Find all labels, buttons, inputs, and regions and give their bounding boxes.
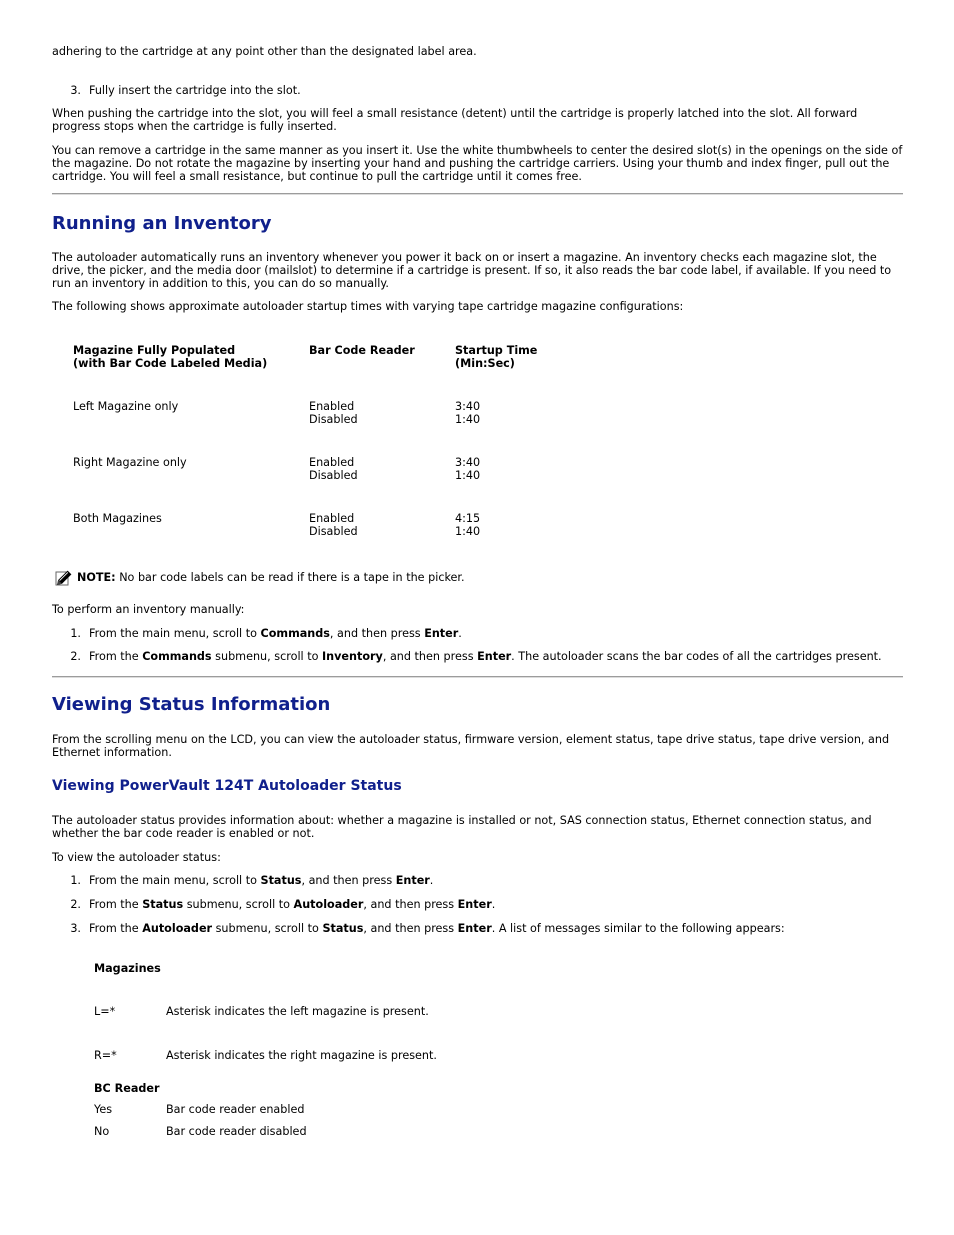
cell-configuration: Left Magazine only (73, 400, 179, 413)
paragraph: The following shows approximate autoloader startup times with varying tape cartridge magazine configurations: (52, 300, 684, 313)
cell-value: Enabled (309, 456, 355, 469)
menu-name: Commands (142, 650, 212, 663)
text-run: From the main menu, scroll to (89, 627, 261, 640)
text-run: , and then press (382, 650, 478, 663)
text-run: , and then press (329, 627, 425, 640)
status-description: Asterisk indicates the left magazine is present. (166, 1005, 429, 1018)
list-number: 1. (70, 874, 81, 887)
section-heading: Viewing Status Information (52, 693, 331, 715)
table-row (73, 456, 615, 512)
cell-value: 3:40 (455, 456, 481, 469)
menu-name: Status (322, 922, 364, 935)
continued-text: adhering to the cartridge at any point other than the designated label area. (52, 45, 477, 58)
list-item (52, 627, 903, 640)
list-item-text (89, 922, 903, 935)
text-run: . (458, 627, 462, 640)
paragraph: From the scrolling menu on the LCD, you can view the autoloader status, firmware version, element status, tape drive status, tape drive version, and Ethernet information. (52, 733, 890, 759)
menu-name: Commands (260, 627, 330, 640)
paragraph: The autoloader status provides information about: whether a magazine is installed or not, SAS connection status, Ethernet connection status, and whether the bar code reader is enabled or not. (52, 814, 872, 840)
list-item-text (89, 627, 903, 640)
cell-configuration: Right Magazine only (73, 456, 187, 469)
note-text: No bar code labels can be read if there is a tape in the picker. (119, 571, 465, 584)
table-row (73, 512, 615, 538)
note-callout (52, 571, 903, 584)
text-run: , and then press (363, 922, 458, 935)
text-run: From the (89, 898, 143, 911)
list-item (52, 874, 903, 887)
step-detail: When pushing the cartridge into the slot, you will feel a small resistance (detent) until the cartridge is properly latched into the slot. All forward progress stops when the cartridge is fully inserted. (52, 107, 858, 133)
text-run: . (491, 898, 496, 911)
list-item-text (89, 898, 903, 911)
menu-name: Status (260, 874, 302, 887)
procedure-intro: To view the autoloader status: (52, 851, 221, 864)
cell-startup-time (455, 512, 615, 538)
cell-value: 3:40 (455, 400, 481, 413)
text-run: . (429, 874, 434, 887)
note-pencil-icon (55, 569, 73, 586)
menu-name: Inventory (322, 650, 383, 663)
list-number: 3. (70, 84, 81, 97)
column-header-bar-code-reader (309, 344, 455, 400)
insert-cartridge-section (52, 45, 903, 183)
key-name: Enter (395, 874, 430, 887)
menu-name: Autoloader (142, 922, 213, 935)
cell-value: Enabled (309, 400, 355, 413)
list-number: 2. (70, 650, 81, 663)
paragraph: The autoloader automatically runs an inventory whenever you power it back on or insert a magazine. An inventory checks each magazine slot, the drive, the picker, and the media door (mailslot) to determine if a cartridge is present. If so, it also reads the bar code label, if available. If you need to run an inventory in addition to this, you can do so manually. (52, 251, 892, 290)
procedure-intro: To perform an inventory manually: (52, 603, 245, 616)
status-code: No (94, 1125, 110, 1138)
viewing-status-section (52, 694, 903, 1139)
cell-value: Disabled (309, 413, 358, 426)
cell-value: Disabled (309, 469, 358, 482)
text-run: . A list of messages similar to the following appears: (491, 922, 785, 935)
cell-startup-time (455, 456, 615, 512)
status-group-title: Magazines (94, 962, 161, 975)
text-run: From the (89, 922, 143, 935)
status-group-title: BC Reader (94, 1082, 160, 1095)
header-line: Bar Code Reader (309, 344, 415, 357)
text-run: submenu, scroll to (212, 922, 323, 935)
remove-cartridge-paragraph: You can remove a cartridge in the same manner as you insert it. Use the white thumbwheels to center the desired slot(s) in the openings on the side of the magazine. Do not rotate the magazine by inserting your hand and pushing the cartridge carriers. Using your thumb and index finger, pull out the cartridge. You will feel a small resistance, but continue to pull the cartridge until it comes free. (52, 144, 903, 183)
cell-value: 1:40 (455, 413, 481, 426)
status-row (94, 1125, 903, 1138)
running-inventory-section (52, 213, 903, 664)
status-row (94, 1103, 903, 1116)
key-name: Enter (457, 922, 492, 935)
status-code: R=* (94, 1049, 117, 1062)
status-message-list (94, 962, 903, 1138)
cell-value: Disabled (309, 525, 358, 538)
startup-times-table (73, 344, 615, 538)
text-run: . The autoloader scans the bar codes of all the cartridges present. (511, 650, 882, 663)
section-heading: Running an Inventory (52, 212, 272, 234)
status-code: L=* (94, 1005, 116, 1018)
cell-value: 1:40 (455, 525, 481, 538)
text-run: From the main menu, scroll to (89, 874, 261, 887)
list-number: 2. (70, 898, 81, 911)
cell-bar-code-reader (309, 456, 455, 512)
text-run: , and then press (301, 874, 396, 887)
status-description: Asterisk indicates the right magazine is present. (166, 1049, 437, 1062)
key-name: Enter (477, 650, 512, 663)
cell-bar-code-reader (309, 400, 455, 456)
text-run: submenu, scroll to (183, 898, 294, 911)
cell-configuration: Both Magazines (73, 512, 162, 525)
section-divider (52, 193, 903, 195)
menu-name: Autoloader (293, 898, 364, 911)
status-description: Bar code reader disabled (166, 1125, 307, 1138)
list-item (52, 898, 903, 911)
status-description: Bar code reader enabled (166, 1103, 305, 1116)
key-name: Enter (457, 898, 492, 911)
key-name: Enter (424, 627, 459, 640)
text-run: submenu, scroll to (211, 650, 322, 663)
list-item-text: Fully insert the cartridge into the slot. (89, 84, 301, 97)
list-item (52, 84, 903, 97)
status-row (94, 1005, 903, 1018)
list-item (52, 650, 903, 663)
menu-name: Status (142, 898, 184, 911)
section-divider (52, 676, 903, 678)
list-number: 3. (70, 922, 81, 935)
note-label: NOTE: (77, 571, 116, 584)
cell-value: 1:40 (455, 469, 481, 482)
subsection-heading: Viewing PowerVault 124T Autoloader Status (52, 777, 402, 794)
cell-value: Enabled (309, 512, 355, 525)
header-line: Magazine Fully Populated (73, 344, 236, 357)
header-line: (Min:Sec) (455, 357, 515, 370)
document-body (52, 0, 903, 1138)
list-number: 1. (70, 627, 81, 640)
list-item-text (89, 650, 903, 663)
header-line: Startup Time (455, 344, 538, 357)
table-header-row (73, 344, 615, 400)
list-item (52, 922, 903, 935)
cell-value: 4:15 (455, 512, 481, 525)
status-row (94, 1049, 903, 1062)
status-code: Yes (94, 1103, 113, 1116)
cell-startup-time (455, 400, 615, 456)
text-run: From the (89, 650, 143, 663)
text-run: , and then press (363, 898, 458, 911)
column-header-startup-time (455, 344, 615, 400)
list-item-text (89, 874, 903, 887)
header-line: (with Bar Code Labeled Media) (73, 357, 268, 370)
cell-bar-code-reader (309, 512, 455, 538)
table-row (73, 400, 615, 456)
column-header-configuration (73, 344, 309, 400)
